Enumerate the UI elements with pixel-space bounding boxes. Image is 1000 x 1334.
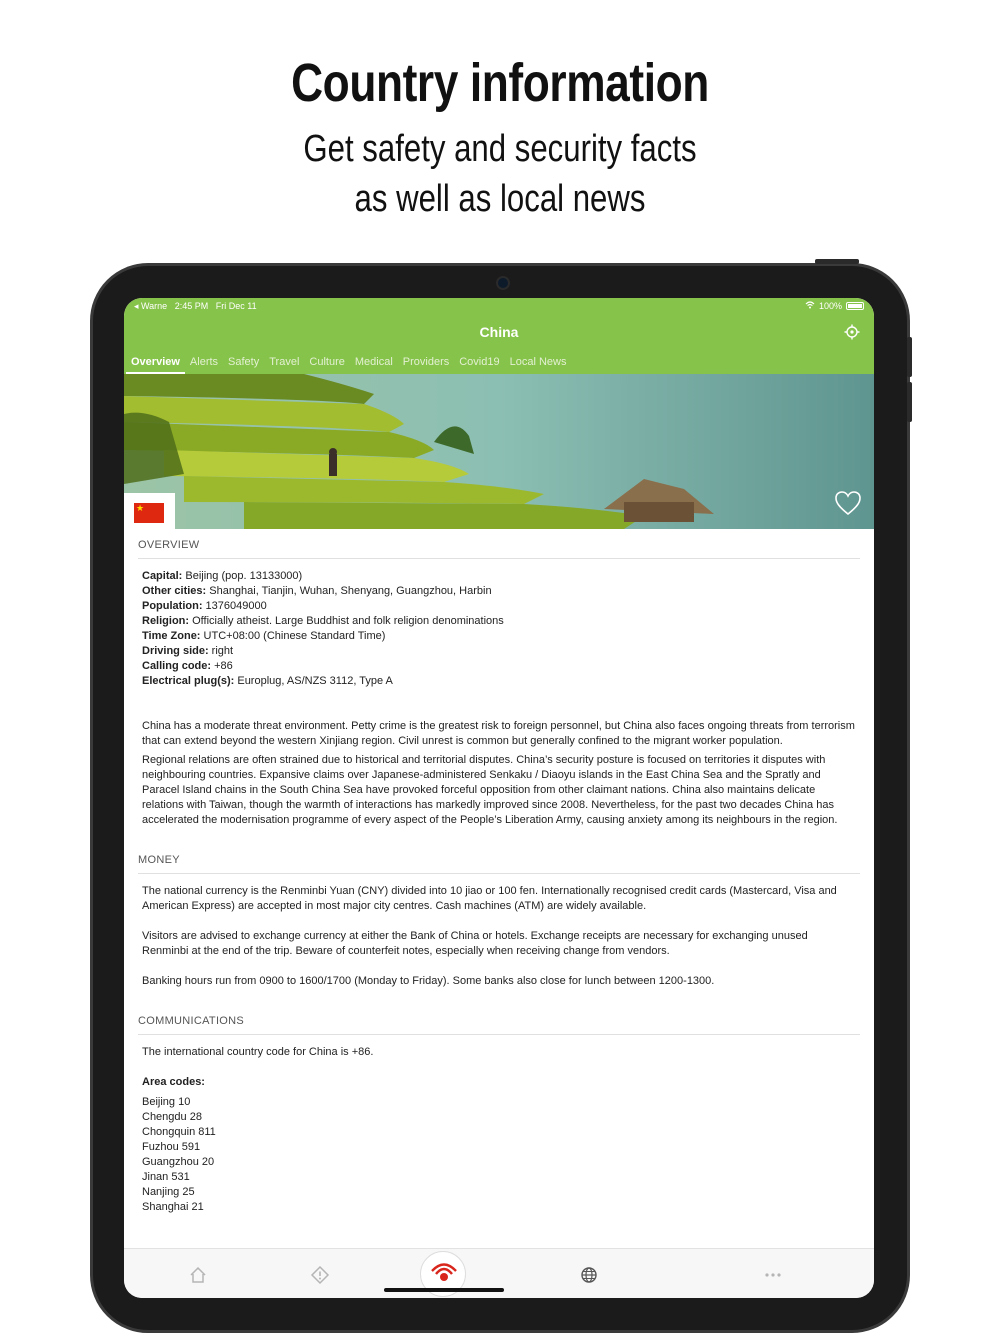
heart-icon[interactable]: [834, 490, 862, 516]
promo-subtitle: [90, 124, 910, 224]
area-code-item: Guangzhou 20: [142, 1156, 215, 1168]
globe-icon[interactable]: [578, 1264, 600, 1286]
china-flag-icon: [134, 503, 164, 523]
page-title: China: [479, 324, 519, 340]
section-tabs: [124, 352, 874, 374]
hero-image: [124, 374, 874, 529]
fact-electrical-plugs: [142, 674, 860, 689]
money-text: [138, 874, 860, 989]
area-code-item: Beijing 10: [142, 1096, 191, 1108]
alert-icon[interactable]: [309, 1264, 331, 1286]
fact-value: 1376049000: [202, 600, 267, 612]
communications-text: [138, 1035, 860, 1215]
overview-text: [138, 719, 860, 828]
fact-value: Beijing (pop. 13133000): [182, 570, 303, 582]
fact-population: [142, 599, 860, 614]
tab-culture[interactable]: Culture: [309, 356, 345, 368]
star-icon: ★: [136, 503, 145, 513]
area-code-item: Fuzhou 591: [142, 1141, 201, 1153]
tab-covid19[interactable]: Covid19: [459, 356, 500, 368]
home-icon[interactable]: [187, 1264, 209, 1286]
overview-paragraph: Regional relations are often strained due to historical and territorial disputes. China’s security posture is focused on territories it disputes with neighbouring countries. Expansive claims over Japanese-administered Senkaku / Diaoyu islands in the East China Sea and the Spratly and Paracel Island chains in the South China Sea have provoked forceful opposition from other claimant nations. China also maintains delicate relations with Taiwan, though the warmth of interactions has markedly improved since 2008. Nevertheless, for the past two decades China has accelerated the modernisation programme of every aspect of the People’s Liberation Army, causing anxiety among its neighbours in the region.: [142, 754, 838, 826]
bottom-tab-bar: [124, 1248, 874, 1298]
fact-key: Population:: [142, 600, 203, 612]
fact-capital: [142, 569, 860, 584]
overview-paragraph: China has a moderate threat environment. Petty crime is the greatest risk to foreign personnel, but China also faces ongoing threats from terrorism that can extend beyond the western Xinjiang region. Civil unrest is common but generally confined to the migrant worker population.: [142, 720, 855, 747]
fact-value: Officially atheist. Large Buddhist and folk religion denominations: [189, 615, 504, 627]
tablet-volume-down: [907, 382, 912, 422]
camera-icon: [498, 278, 508, 288]
fact-key: Time Zone:: [142, 630, 201, 642]
more-icon[interactable]: [762, 1264, 784, 1286]
promo-subtitle-line-2: as well as local news: [354, 178, 646, 220]
fact-value: Europlug, AS/NZS 3112, Type A: [234, 675, 393, 687]
area-code-item: Chengdu 28: [142, 1111, 202, 1123]
battery-percent: 100%: [818, 301, 842, 311]
fact-time-zone: [142, 629, 860, 644]
tab-medical[interactable]: Medical: [354, 356, 393, 368]
tab-travel[interactable]: Travel: [269, 356, 300, 368]
communications-intro: The international country code for China is +86.: [142, 1046, 374, 1058]
promo-subtitle-line-1: Get safety and security facts: [303, 128, 697, 170]
fact-key: Other cities:: [142, 585, 207, 597]
money-paragraph: The national currency is the Renminbi Yuan (CNY) divided into 10 jiao or 100 fen. Internationally recognised credit cards (Mastercard, Visa and American Express) are accepted in most major city centres. Cash machines (ATM) are widely available.: [142, 885, 837, 912]
fact-key: Electrical plug(s):: [142, 675, 235, 687]
fact-value: right: [208, 645, 234, 657]
fact-key: Calling code:: [142, 660, 212, 672]
fact-religion: [142, 614, 860, 629]
home-indicator: [384, 1288, 504, 1292]
tab-providers[interactable]: Providers: [402, 356, 450, 368]
wifi-icon: [805, 301, 815, 311]
fact-key: Religion:: [142, 615, 190, 627]
status-bar: [124, 298, 874, 314]
status-carrier: ◂ Warne: [134, 300, 168, 311]
fact-calling-code: [142, 659, 860, 674]
content-scroll[interactable]: [124, 529, 874, 1247]
status-time: 2:45 PM: [174, 300, 209, 311]
area-code-item: Jinan 531: [142, 1171, 190, 1183]
fact-value: UTC+08:00 (Chinese Standard Time): [200, 630, 386, 642]
fact-value: Shanghai, Tianjin, Wuhan, Shenyang, Guangzhou, Harbin: [206, 585, 492, 597]
communications-heading: COMMUNICATIONS: [138, 1005, 860, 1035]
tablet-volume-up: [907, 337, 912, 377]
tab-local-news[interactable]: Local News: [509, 356, 567, 368]
money-heading: MONEY: [138, 844, 860, 874]
overview-heading: OVERVIEW: [138, 529, 860, 559]
tab-overview[interactable]: Overview: [126, 352, 185, 374]
fact-key: Capital:: [142, 570, 183, 582]
tab-alerts[interactable]: Alerts: [189, 356, 219, 368]
status-left: [134, 301, 805, 312]
area-code-item: Chongquin 811: [142, 1126, 216, 1138]
fact-key: Driving side:: [142, 645, 209, 657]
battery-icon: [846, 302, 864, 310]
money-paragraph: Visitors are advised to exchange currency at either the Bank of China or hotels. Exchange receipts are necessary for exchanging unused Renminbi at the end of the trip. Beware of counterfeit notes, especially when receiving change from vendors.: [142, 930, 808, 957]
fact-driving-side: [142, 644, 860, 659]
money-paragraph: Banking hours run from 0900 to 1600/1700 (Monday to Friday). Some banks also close for lunch between 1200-1300.: [142, 975, 715, 987]
tablet-top-button: [815, 259, 859, 264]
rice-terraces-illustration: [124, 374, 874, 529]
status-date: Fri Dec 11: [215, 300, 257, 311]
status-right: [805, 301, 864, 311]
app-screen: [124, 298, 874, 1298]
area-code-item: Shanghai 21: [142, 1201, 204, 1213]
promo-title: Country information: [291, 53, 709, 113]
overview-facts: [138, 559, 860, 689]
area-codes-label: Area codes:: [142, 1076, 205, 1088]
nav-bar: [124, 314, 874, 374]
fact-value: +86: [211, 660, 233, 672]
fact-other-cities: [142, 584, 860, 599]
area-code-item: Nanjing 25: [142, 1186, 195, 1198]
spacer: [138, 689, 860, 719]
flag-container: [124, 493, 175, 529]
tab-safety[interactable]: Safety: [228, 356, 260, 368]
crosshair-icon[interactable]: [844, 324, 860, 340]
